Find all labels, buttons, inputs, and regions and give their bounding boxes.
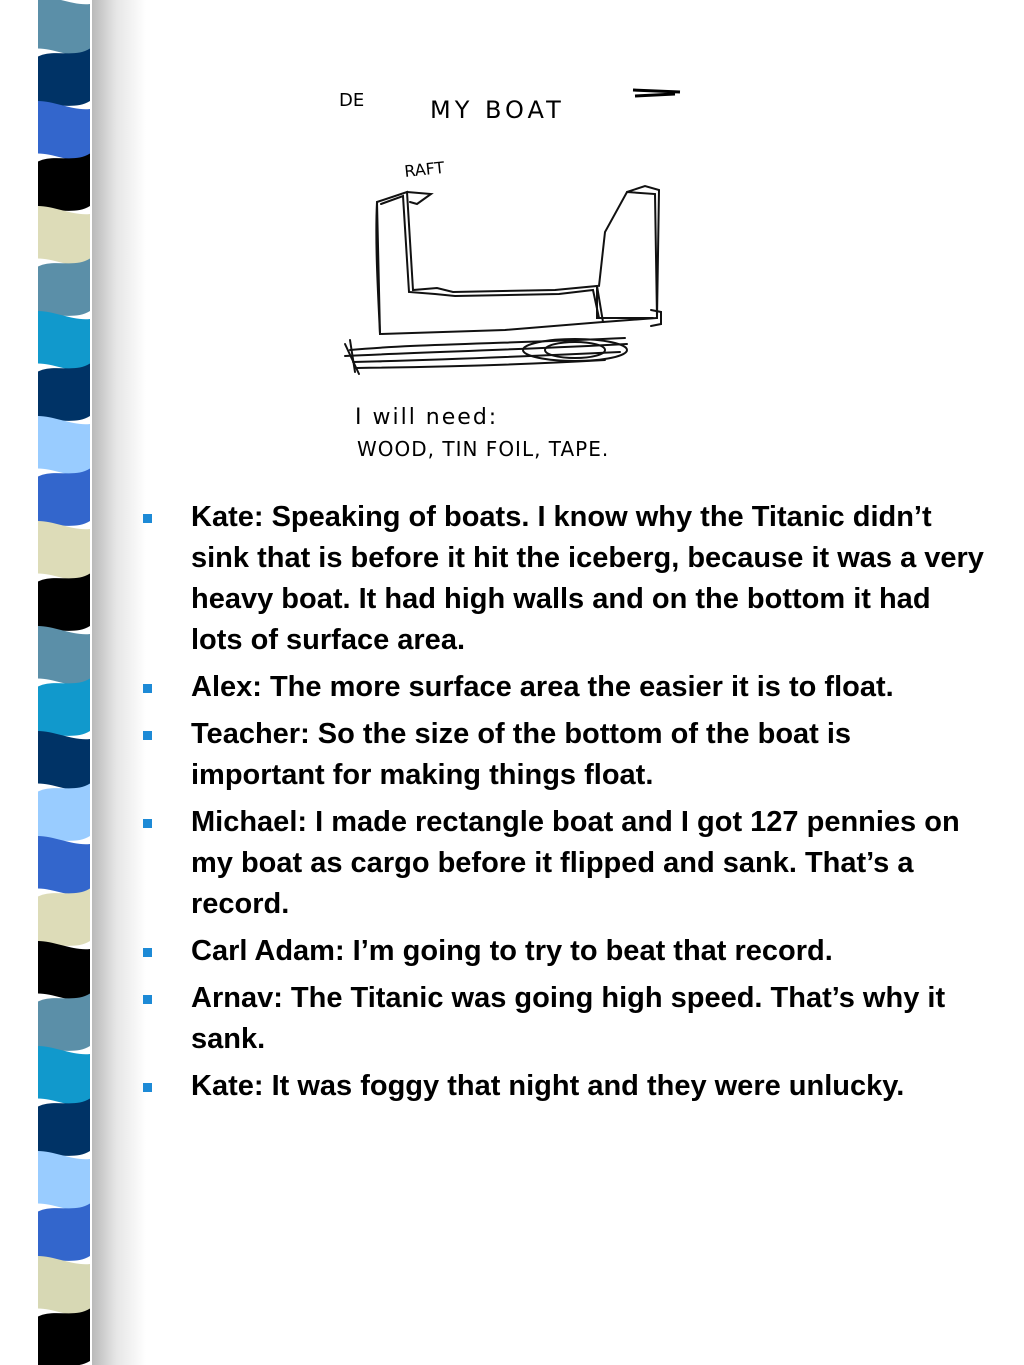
stripe-band xyxy=(38,994,90,1055)
stripe-band xyxy=(38,206,90,267)
list-item xyxy=(140,978,990,1060)
stripe-band xyxy=(38,1309,90,1365)
dialogue-text: Teacher: So the size of the bottom of the boat is important for making things float. xyxy=(191,718,852,791)
bullet-icon xyxy=(143,995,152,1004)
list-item xyxy=(140,802,990,925)
stripe-band xyxy=(38,101,90,162)
dialogue-text: Arnav: The Titanic was going high speed. That’s why it sank. xyxy=(191,982,946,1055)
dialogue-text: Carl Adam: I’m going to try to beat that record. xyxy=(191,935,833,967)
bullet-icon xyxy=(143,948,152,957)
bullet-icon xyxy=(143,684,152,693)
stripe-band xyxy=(38,259,90,320)
dialogue-text: Michael: I made rectangle boat and I got 127 pennies on my boat as cargo before it flipped and sank. That’s a record. xyxy=(191,806,960,920)
stripe-bands xyxy=(30,0,94,1365)
dialogue-list xyxy=(140,497,990,1113)
stripe-band xyxy=(38,521,90,582)
stripe-band xyxy=(38,154,90,215)
stripe-band xyxy=(38,836,90,897)
stripe-band xyxy=(38,1151,90,1212)
stripe-band xyxy=(38,416,90,477)
dialogue-text: Kate: Speaking of boats. I know why the Titanic didn’t sink that is before it hit the iceberg, because it was a very heavy boat. It had high walls and on the bottom it had lots of surface area. xyxy=(191,501,984,656)
drawing-label-raft: RAFT xyxy=(403,157,446,181)
stripe-band xyxy=(38,311,90,372)
stripe-band xyxy=(38,941,90,1002)
drawing-title: MY BOAT xyxy=(430,96,565,124)
bullet-icon xyxy=(143,731,152,740)
stripe-band xyxy=(38,784,90,845)
drawing-fragment: DE xyxy=(339,90,365,111)
list-item xyxy=(140,497,990,661)
stripe-band xyxy=(38,1099,90,1160)
drawing-needs-line2: WOOD, TIN FOIL, TAPE. xyxy=(357,437,610,461)
decorative-stripe xyxy=(30,0,116,1365)
stripe-band xyxy=(38,1046,90,1107)
bullet-icon xyxy=(143,514,152,523)
stripe-band xyxy=(38,626,90,687)
boat-drawing xyxy=(335,82,695,467)
stripe-band xyxy=(38,0,90,57)
stripe-band xyxy=(38,731,90,792)
stripe-band xyxy=(38,679,90,740)
list-item xyxy=(140,667,990,708)
stripe-shadow xyxy=(92,0,146,1365)
list-item xyxy=(140,931,990,972)
drawing-needs-line1: I will need: xyxy=(355,405,499,430)
stripe-band xyxy=(38,469,90,530)
dialogue-text: Kate: It was foggy that night and they were unlucky. xyxy=(191,1070,905,1102)
stripe-band xyxy=(38,49,90,110)
raft-sketch xyxy=(345,186,661,374)
list-item xyxy=(140,714,990,796)
list-item xyxy=(140,1066,990,1107)
stripe-band xyxy=(38,889,90,950)
stripe-band xyxy=(38,1204,90,1265)
bullet-icon xyxy=(143,819,152,828)
stripe-band xyxy=(38,574,90,635)
dialogue-text: Alex: The more surface area the easier it is to float. xyxy=(191,671,894,703)
stripe-band xyxy=(38,364,90,425)
bullet-icon xyxy=(143,1083,152,1092)
stripe-band xyxy=(38,1256,90,1317)
